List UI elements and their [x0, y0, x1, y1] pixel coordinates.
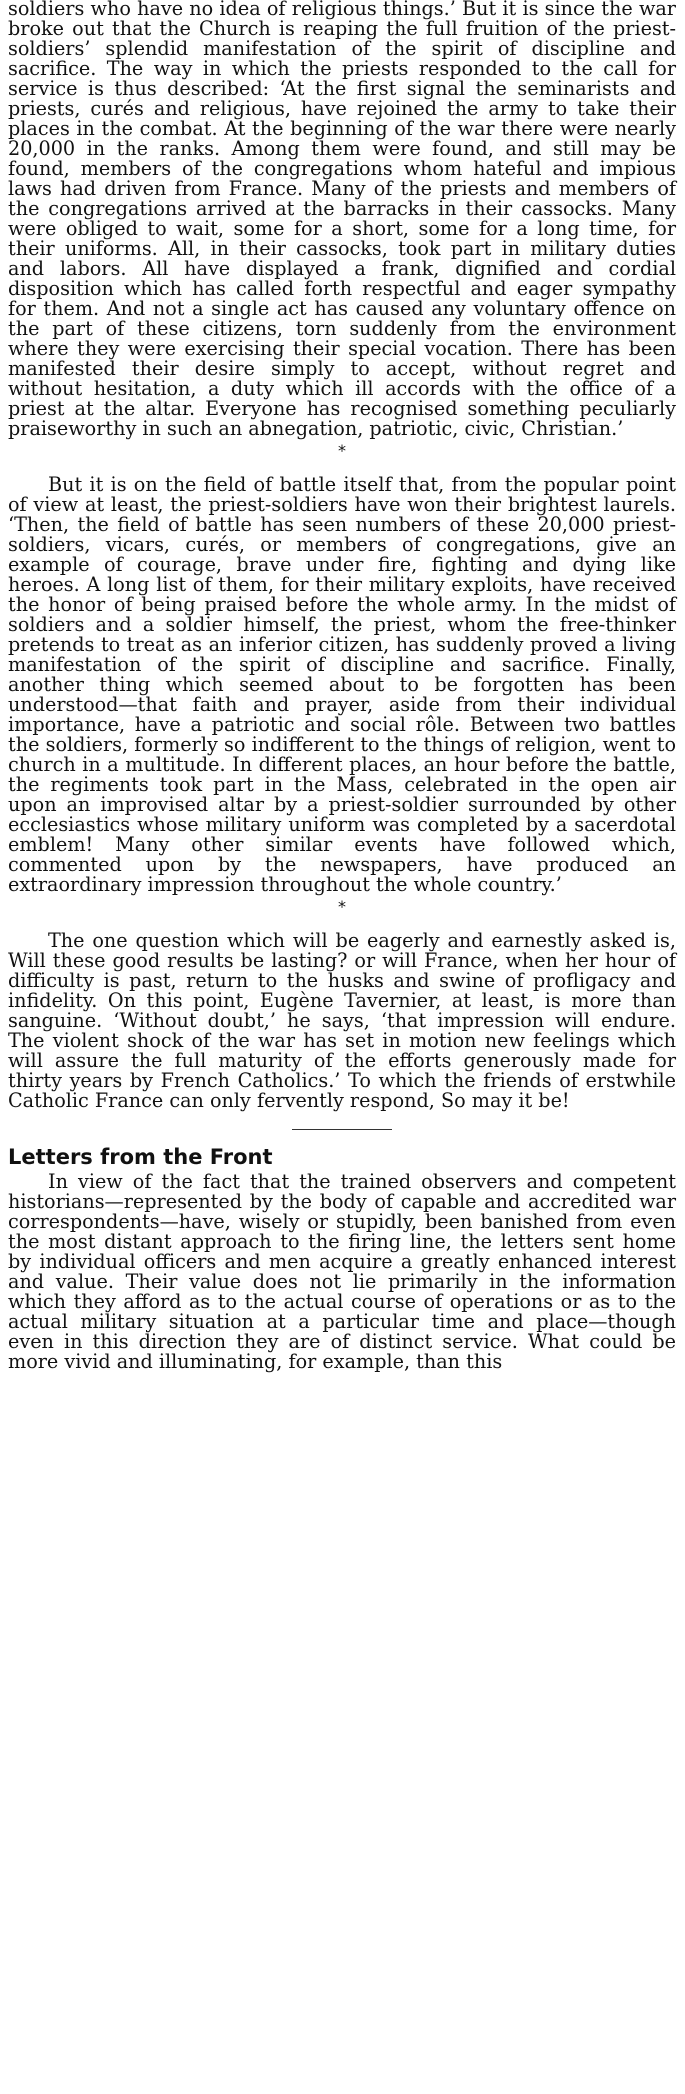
horizontal-rule — [292, 1129, 392, 1130]
paragraph-field-of-battle: But it is on the field of battle itself that, from the popular point of view at least, the priest-soldiers have won their brightest laurels. ‘Then, the field of battle has seen numbers of these 20,000 priest-soldiers, vicars, curés, or members of congregations, give an example of courage, brave under fire, fighting and dying like heroes. A long list of them, for their military exploits, have received the honor of being praised before the whole army. In the midst of soldiers and a soldier himself, the priest, whom the free-thinker pretends to treat as an inferior citizen, has suddenly proved a living manifestation of the spirit of discipline and sacrifice. Finally, another thing which seemed about to be forgotten has been understood—that faith and prayer, aside from their individual importance, have a patriotic and social rôle. Between two battles the soldiers, formerly so indifferent to the things of religion, went to church in a multitude. In different places, an hour before the battle, the regiments took part in the Mass, celebrated in the open air upon an improvised altar by a priest-soldier surrounded by other ecclesiastics whose military uniform was completed by a sacerdotal emblem! Many other similar events have followed which, commented upon by the newspapers, have produced an extraordinary impression throughout the whole country.’ — [8, 473, 676, 896]
paragraph-lasting-results: The one question which will be eagerly and earnestly asked is, Will these good results be lasting? or will France, when her hour of difficulty is past, return to the husks and swine of profligacy and infidelity. On this point, Eugène Tavernier, at least, is more than sanguine. ‘Without doubt,’ he says, ‘that impression will endure. The violent shock of the war has set in motion new feelings which will assure the full maturity of the efforts generously made for thirty years by French Catholics.’ To which the friends of erstwhile Catholic France can only fervently respond, So may it be! — [8, 929, 676, 1112]
article-column — [8, 0, 676, 1372]
paragraph-priests-call: soldiers who have no idea of religious things.’ But it is since the war broke out that the Church is reaping the full fruition of the priest-soldiers’ splendid manifestation of the spirit of discipline and sacrifice. The way in which the priests responded to the call for service is thus described: ‘At the first signal the seminarists and priests, curés and religious, have rejoined the army to take their places in the combat. At the beginning of the war there were nearly 20,000 in the ranks. Among them were found, and still may be found, members of the congregations whom hateful and impious laws had driven from France. Many of the priests and members of the congregations arrived at the barracks in their cassocks. Many were obliged to wait, some for a short, some for a long time, for their uniforms. All, in their cassocks, took part in military duties and labors. All have displayed a frank, dignified and cordial disposition which has called forth respectful and eager sympathy for them. And not a single act has caused any voluntary offence on the part of these citizens, torn suddenly from the environment where they were exercising their special vocation. There has been manifested their desire simply to accept, without regret and without hesitation, a duty which ill accords with the office of a priest at the altar. Everyone has recognised something peculiarly praiseworthy in such an abnegation, patriotic, civic, Christian.’ — [8, 0, 676, 440]
section-heading: Letters from the Front — [8, 1145, 273, 1169]
paragraph-letters-from-front: In view of the fact that the trained observers and competent historians—represented by the body of capable and accredited war correspondents—have, wisely or stupidly, been banished from even the most distant approach to the firing line, the letters sent home by individual officers and men acquire a greatly enhanced interest and value. Their value does not lie primarily in the information which they afford as to the actual course of operations or as to the actual military situation at a particular time and place—though even in this direction they are of distinct service. What could be more vivid and illuminating, for example, than this — [8, 1170, 676, 1373]
section-separator: * — [338, 441, 346, 460]
section-separator: * — [338, 897, 346, 916]
